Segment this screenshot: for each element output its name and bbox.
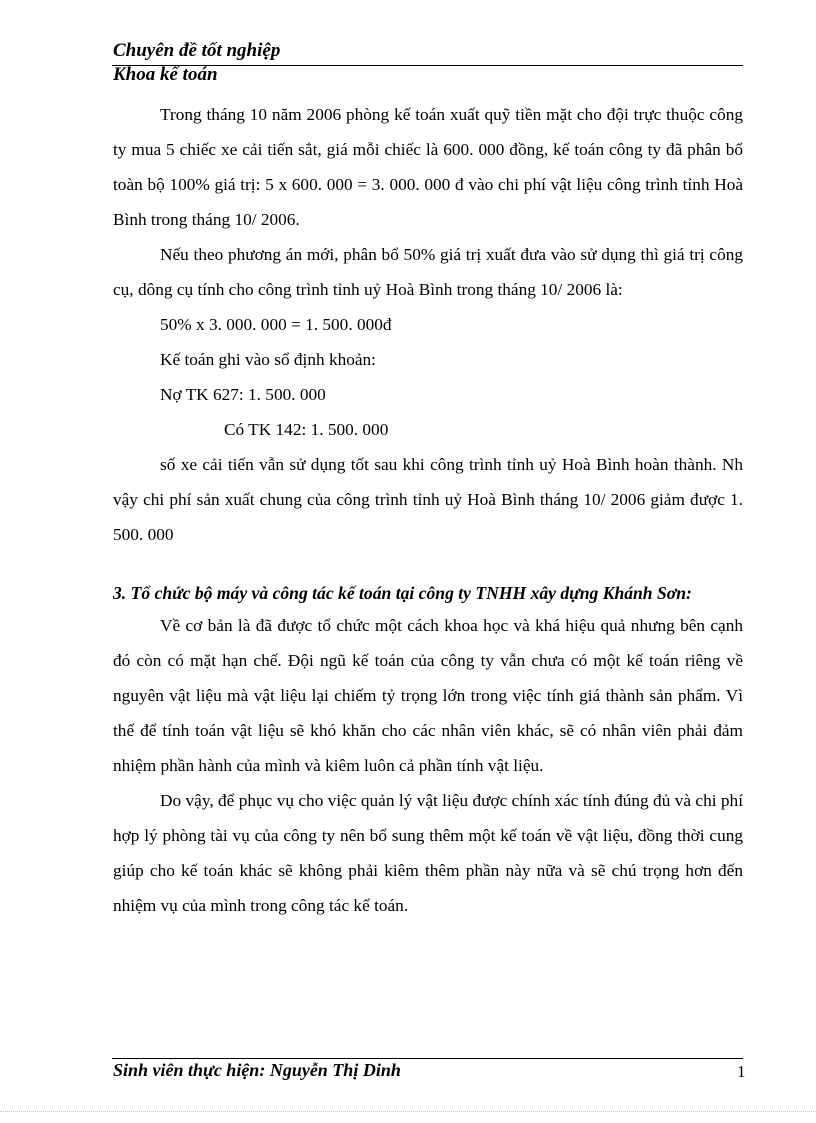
page-bottom-dotted-border <box>0 1111 816 1112</box>
section-heading: 3. Tổ chức bộ máy và công tác kế toán tại công ty TNHH xây dựng Khánh Sơn: <box>113 583 692 603</box>
header-title: Chuyên đề tốt nghiệp <box>113 40 281 61</box>
header-department: Khoa kế toán <box>113 64 218 85</box>
paragraph-2: Nếu theo phương án mới, phân bổ 50% giá trị xuất đưa vào sử dụng thì giá trị công cụ, dông cụ tính cho công trình tỉnh uỷ Hoà Bình trong tháng 10/ 2006 là: <box>113 245 743 299</box>
footer-rule <box>112 1058 743 1059</box>
formula-line: 50% x 3. 000. 000 = 1. 500. 000đ <box>160 315 392 334</box>
body-section <box>113 97 743 552</box>
debit-entry: Nợ TK 627: 1. 500. 000 <box>160 385 326 404</box>
entry-intro: Kế toán ghi vào sổ định khoản: <box>160 350 376 369</box>
footer-author: Sinh viên thực hiện: Nguyễn Thị Dinh <box>113 1060 401 1080</box>
paragraph-3: số xe cải tiến vẫn sử dụng tốt sau khi công trình tỉnh uỷ Hoà Bình hoàn thành. Nh vậy chi phí sản xuất chung của công trình tỉnh uỷ Hoà Bình tháng 10/ 2006 giảm được 1. 500. 000 <box>113 455 743 544</box>
section-paragraph-1: Về cơ bản là đã được tổ chức một cách khoa học và khá hiệu quả nhưng bên cạnh đó còn có mặt hạn chế. Đội ngũ kế toán của công ty vẫn chưa có một kế toán riêng về nguyên vật liệu mà vật liệu lại chiếm tỷ trọng lớn trong việc tính giá thành sản phẩm. Vì thế để tính toán vật liệu sẽ khó khăn cho các nhân viên khác, sẽ có nhân viên phải đảm nhiệm phần hành của mình và kiêm luôn cả phần tính vật liệu. <box>113 616 743 775</box>
credit-entry: Có TK 142: 1. 500. 000 <box>224 420 389 439</box>
section-body <box>113 608 743 923</box>
section-paragraph-2: Do vậy, để phục vụ cho việc quản lý vật liệu được chính xác tính đúng đủ và chi phí hợp lý phòng tài vụ của công ty nên bổ sung thêm một kế toán về vật liệu, đồng thời cung giúp cho kế toán khác sẽ không phải kiêm thêm phần này nữa và sẽ chú trọng hơn đến nhiệm vụ của mình trong công tác kế toán. <box>113 791 743 915</box>
page-number: 1 <box>737 1062 746 1081</box>
paragraph-1: Trong tháng 10 năm 2006 phòng kế toán xuất quỹ tiền mặt cho đội trực thuộc công ty mua 5 chiếc xe cải tiến sắt, giá mỗi chiếc là 600. 000 đồng, kế toán công ty đã phân bổ toàn bộ 100% giá trị: 5 x 600. 000 = 3. 000. 000 đ vào chi phí vật liệu công trình tỉnh Hoà Bình trong tháng 10/ 2006. <box>113 105 743 229</box>
